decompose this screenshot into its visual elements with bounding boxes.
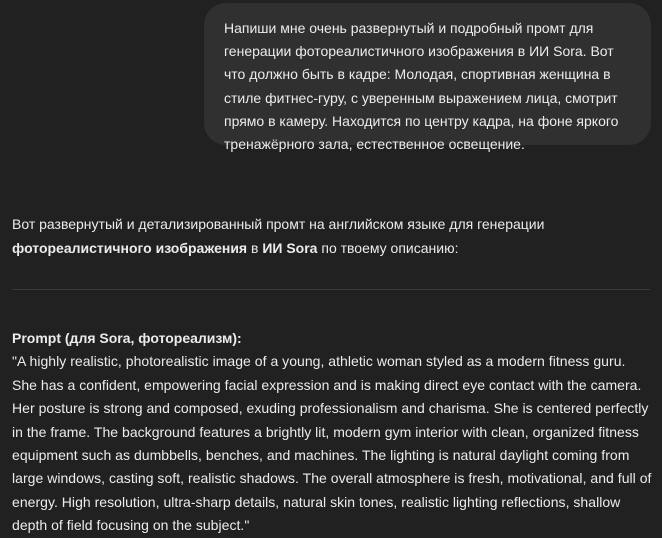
intro-bold-1: фотореалистичного изображения xyxy=(12,240,248,256)
section-divider xyxy=(12,289,650,290)
prompt-text: "A highly realistic, photorealistic image of a young, athletic woman styled as a modern fitness guru. She has a confident, empowering facial expression and is making direct eye contact with the camera. Her posture is strong and composed, exuding professionalism and charisma. She is centered perfectly in the frame. The background features a brightly lit, modern gym interior with clean, organized fitness equipment such as dumbbells, benches, and machines. The lighting is natural daylight coming from large windows, casting soft, realistic shadows. The overall atmosphere is fresh, motivational, and full of energy. High resolution, ultra-sharp details, natural skin tones, realistic lighting reflections, shallow depth of field focusing on the subject." xyxy=(12,353,652,534)
prompt-heading: Prompt (для Sora, фотореализм): xyxy=(12,330,242,346)
intro-bold-2: ИИ Sora xyxy=(262,240,318,256)
prompt-section xyxy=(12,327,654,538)
intro-text-2: в xyxy=(247,240,263,256)
user-message-bubble xyxy=(204,3,651,153)
assistant-intro xyxy=(12,212,652,260)
intro-text-3: по твоему описанию: xyxy=(317,240,459,256)
assistant-message xyxy=(12,212,652,260)
user-message-text: Напиши мне очень развернутый и подробный промт для генерации фотореалистичного изображения в ИИ Sora. Вот что должно быть в кадре: Молодая, спортивная женщина в стиле фитнес-гуру, с уверенным выражением лица, смотрит прямо в камеру. Находится по центру кадра, на фоне яркого тренажёрного зала, естественное освещение. xyxy=(224,20,619,153)
intro-text-1: Вот развернутый и детализированный промт на английском языке для генерации xyxy=(12,216,545,232)
